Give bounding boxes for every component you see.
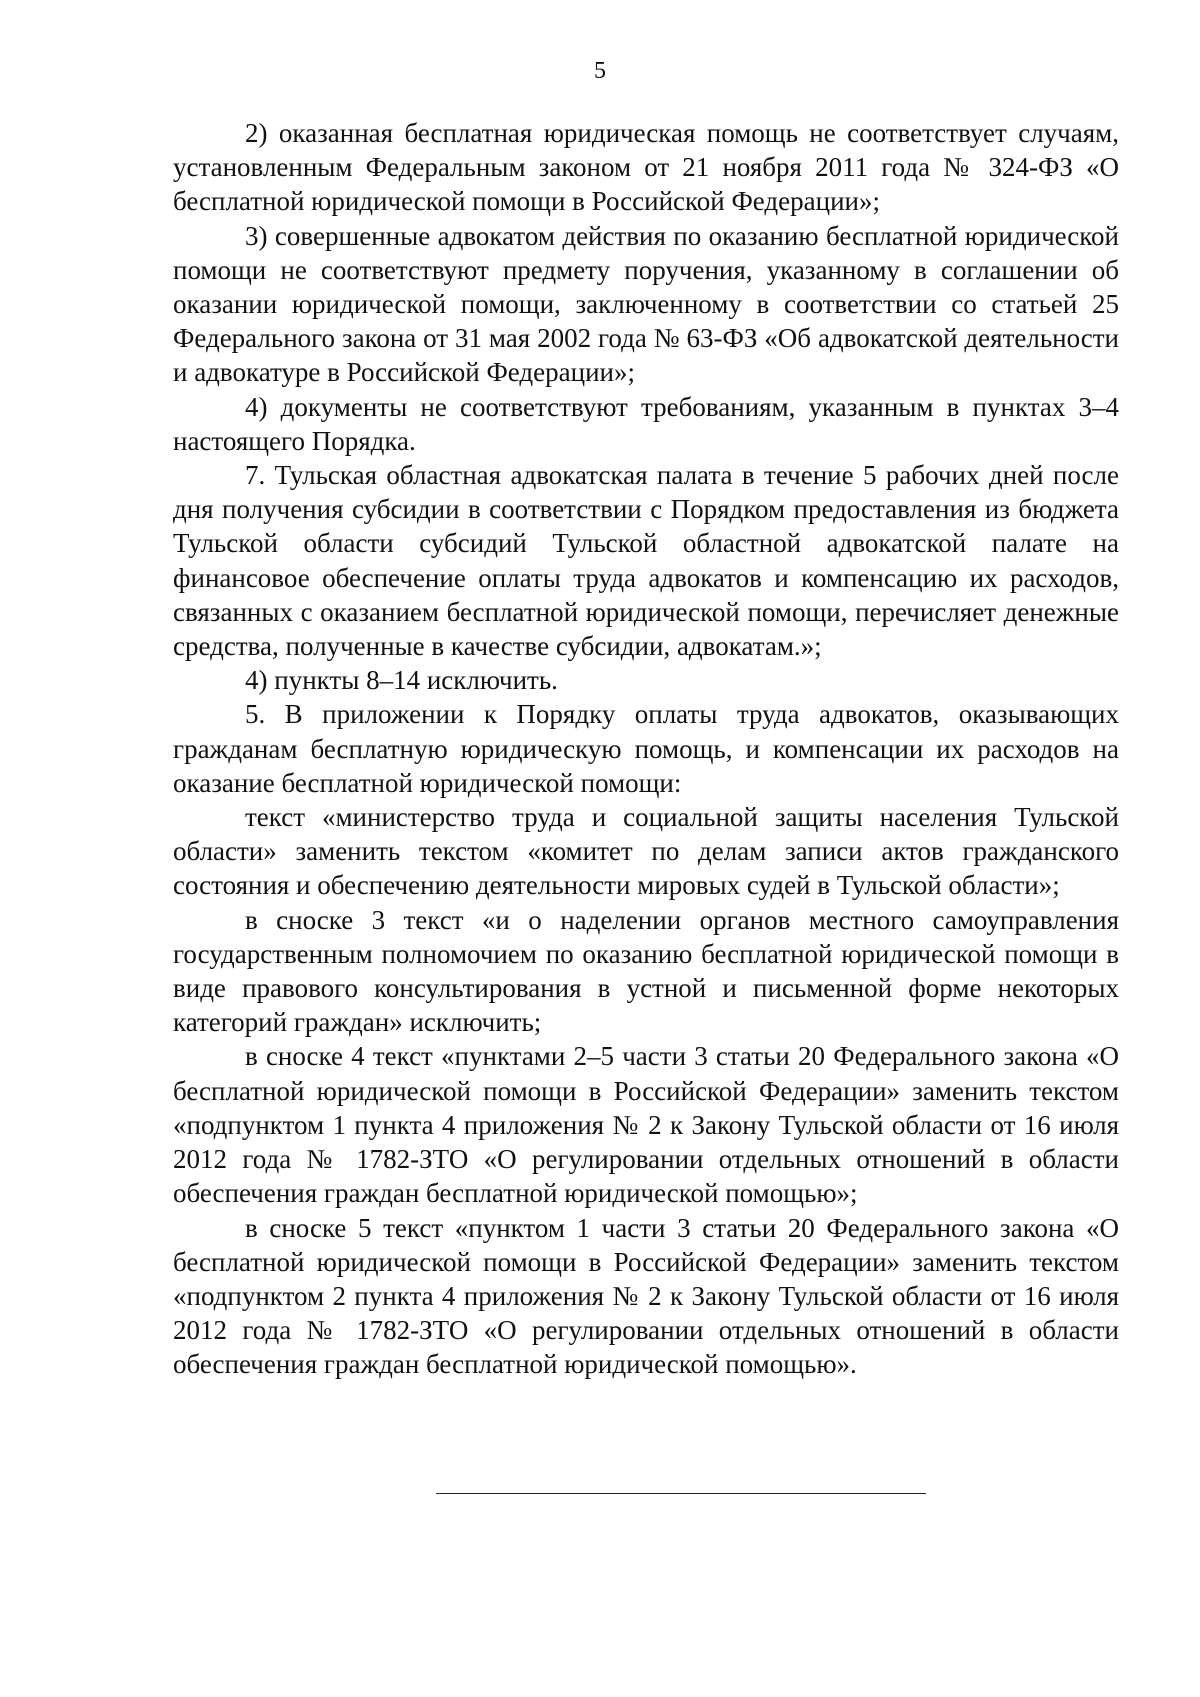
document-body: [173, 116, 1119, 1382]
paragraph-item-3: 3) совершенные адвокатом действия по оказанию бесплатной юридической помощи не соответствуют предмету поручения, указанному в соглашении об оказании юридической помощи, заключенному в соответствии со статьей 25 Федерального закона от 31 мая 2002 года № 63-ФЗ «Об адвокатской деятельности и адвокатуре в Российской Федерации»;: [173, 220, 1119, 388]
paragraph-footnote-3: в сноске 3 текст «и о наделении органов местного самоуправления государственным полномочием по оказанию бесплатной юридической помощи в виде правового консультирования в устной и письменной форме некоторых категорий граждан» исключить;: [173, 904, 1119, 1038]
paragraph-item-4: 4) документы не соответствуют требованиям, указанным в пунктах 3–4 настоящего Порядка.: [173, 391, 1119, 456]
paragraph-text-replacement: текст «министерство труда и социальной защиты населения Тульской области» заменить текстом «комитет по делам записи актов гражданского состояния и обеспечению деятельности мировых судей в Тульской области»;: [173, 802, 1119, 901]
paragraph-section-5: 5. В приложении к Порядку оплаты труда адвокатов, оказывающих гражданам бесплатную юридическую помощь, и компенсации их расходов на оказание бесплатной юридической помощи:: [173, 699, 1119, 798]
paragraph-item-2: 2) оказанная бесплатная юридическая помощь не соответствует случаям, установленным Федеральным законом от 21 ноября 2011 года № 324-ФЗ «О бесплатной юридической помощи в Российской Федерации»;: [173, 118, 1119, 217]
paragraph-clauses-exclusion: 4) пункты 8–14 исключить.: [245, 665, 558, 696]
page-number: 5: [594, 58, 606, 84]
end-of-document-line: [436, 1493, 926, 1494]
paragraph-footnote-5: в сноске 5 текст «пунктом 1 части 3 статьи 20 Федерального закона «О бесплатной юридической помощи в Российской Федерации» заменить текстом «подпунктом 2 пункта 4 приложения № 2 к Закону Тульской области от 16 июля 2012 года № 1782-ЗТО «О регулировании отдельных отношений в области обеспечения граждан бесплатной юридической помощью».: [173, 1212, 1119, 1380]
paragraph-footnote-4: в сноске 4 текст «пунктами 2–5 части 3 статьи 20 Федерального закона «О бесплатной юридической помощи в Российской Федерации» заменить текстом «подпунктом 1 пункта 4 приложения № 2 к Закону Тульской области от 16 июля 2012 года № 1782-ЗТО «О регулировании отдельных отношений в области обеспечения граждан бесплатной юридической помощью»;: [173, 1041, 1119, 1209]
paragraph-clause-7: 7. Тульская областная адвокатская палата в течение 5 рабочих дней после дня получения субсидии в соответствии с Порядком предоставления из бюджета Тульской области субсидий Тульской областной адвокатской палате на финансовое обеспечение оплаты труда адвокатов и компенсацию их расходов, связанных с оказанием бесплатной юридической помощи, перечисляет денежные средства, полученные в качестве субсидии, адвокатам.»;: [173, 460, 1119, 662]
